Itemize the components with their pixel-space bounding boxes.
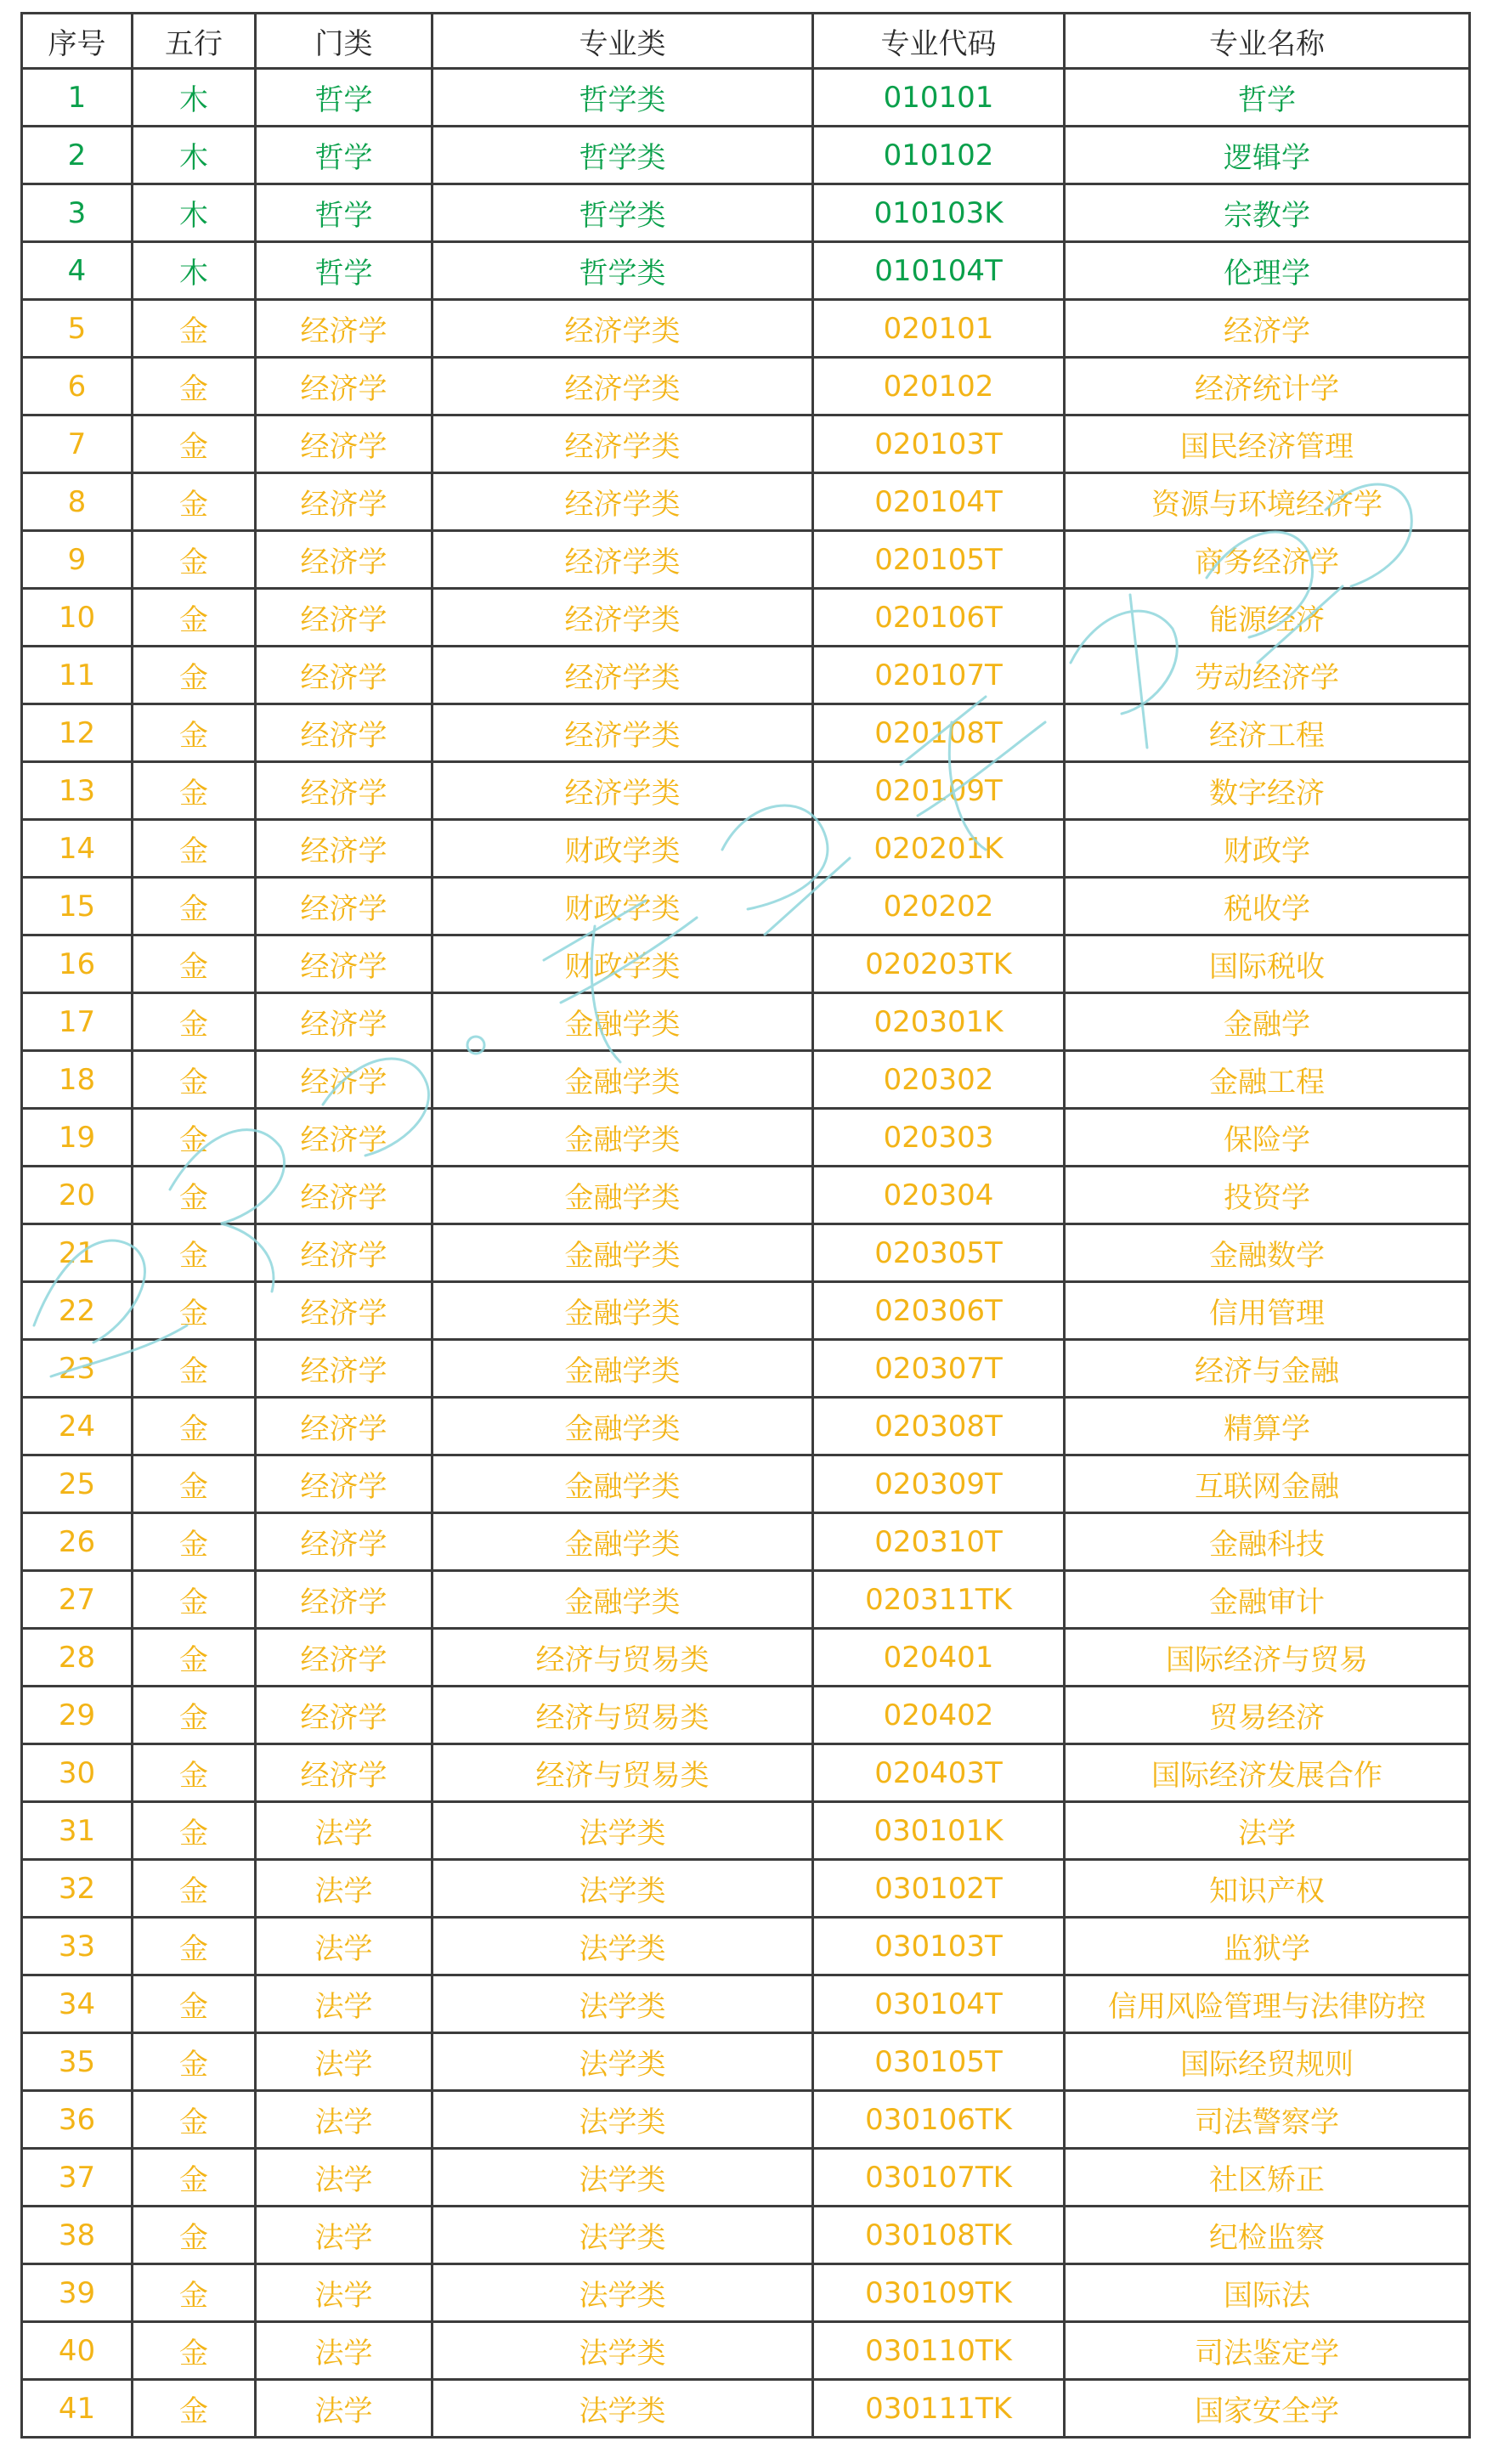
- cell-subcategory: 经济学类: [433, 704, 813, 762]
- cell-category: 法学: [256, 2322, 433, 2380]
- cell-subcategory: 金融学类: [433, 1340, 813, 1398]
- cell-no: 15: [22, 878, 133, 935]
- cell-element: 金: [133, 2380, 256, 2438]
- cell-element: 金: [133, 1340, 256, 1398]
- table-row: [22, 1513, 1470, 1571]
- table-row: [22, 531, 1470, 589]
- cell-subcategory: 哲学类: [433, 127, 813, 184]
- cell-code: 020202: [813, 878, 1065, 935]
- cell-name: 保险学: [1065, 1109, 1470, 1167]
- cell-code: 020307T: [813, 1340, 1065, 1398]
- cell-name: 伦理学: [1065, 242, 1470, 300]
- table-row: [22, 358, 1470, 415]
- cell-name: 金融审计: [1065, 1571, 1470, 1629]
- cell-category: 经济学: [256, 1744, 433, 1802]
- cell-category: 哲学: [256, 127, 433, 184]
- cell-element: 金: [133, 935, 256, 993]
- cell-code: 020106T: [813, 589, 1065, 647]
- cell-category: 法学: [256, 2149, 433, 2207]
- table-row: [22, 2033, 1470, 2091]
- cell-element: 金: [133, 1802, 256, 1860]
- cell-name: 精算学: [1065, 1398, 1470, 1455]
- cell-name: 金融工程: [1065, 1051, 1470, 1109]
- cell-category: 经济学: [256, 531, 433, 589]
- cell-subcategory: 财政学类: [433, 878, 813, 935]
- cell-subcategory: 法学类: [433, 1918, 813, 1975]
- cell-name: 国际经济与贸易: [1065, 1629, 1470, 1687]
- cell-category: 哲学: [256, 242, 433, 300]
- cell-element: 金: [133, 2322, 256, 2380]
- cell-category: 法学: [256, 1860, 433, 1918]
- cell-category: 经济学: [256, 935, 433, 993]
- table-row: [22, 1224, 1470, 1282]
- cell-subcategory: 经济学类: [433, 415, 813, 473]
- cell-name: 经济工程: [1065, 704, 1470, 762]
- table-row: [22, 589, 1470, 647]
- cell-category: 法学: [256, 2033, 433, 2091]
- cell-code: 020302: [813, 1051, 1065, 1109]
- cell-no: 4: [22, 242, 133, 300]
- cell-element: 金: [133, 358, 256, 415]
- cell-name: 能源经济: [1065, 589, 1470, 647]
- cell-code: 020108T: [813, 704, 1065, 762]
- cell-subcategory: 经济学类: [433, 647, 813, 704]
- cell-subcategory: 金融学类: [433, 1571, 813, 1629]
- cell-subcategory: 法学类: [433, 2149, 813, 2207]
- table-row: [22, 184, 1470, 242]
- header-row: [22, 14, 1470, 69]
- cell-category: 法学: [256, 2380, 433, 2438]
- cell-name: 金融学: [1065, 993, 1470, 1051]
- cell-code: 020203TK: [813, 935, 1065, 993]
- cell-code: 020303: [813, 1109, 1065, 1167]
- cell-name: 司法鉴定学: [1065, 2322, 1470, 2380]
- cell-subcategory: 哲学类: [433, 69, 813, 127]
- cell-no: 22: [22, 1282, 133, 1340]
- header-category: 门类: [256, 14, 433, 69]
- cell-element: 金: [133, 1918, 256, 1975]
- cell-category: 哲学: [256, 184, 433, 242]
- table-row: [22, 2380, 1470, 2438]
- table-row: [22, 127, 1470, 184]
- cell-category: 经济学: [256, 1340, 433, 1398]
- table-row: [22, 1340, 1470, 1398]
- cell-no: 20: [22, 1167, 133, 1224]
- cell-no: 34: [22, 1975, 133, 2033]
- cell-category: 经济学: [256, 1398, 433, 1455]
- table-row: [22, 1802, 1470, 1860]
- cell-no: 32: [22, 1860, 133, 1918]
- cell-name: 纪检监察: [1065, 2207, 1470, 2264]
- cell-element: 金: [133, 1744, 256, 1802]
- cell-name: 宗教学: [1065, 184, 1470, 242]
- cell-code: 020104T: [813, 473, 1065, 531]
- cell-element: 金: [133, 2149, 256, 2207]
- cell-subcategory: 金融学类: [433, 1398, 813, 1455]
- table-row: [22, 935, 1470, 993]
- cell-code: 020305T: [813, 1224, 1065, 1282]
- cell-subcategory: 法学类: [433, 1860, 813, 1918]
- cell-element: 木: [133, 184, 256, 242]
- cell-code: 010102: [813, 127, 1065, 184]
- cell-element: 金: [133, 993, 256, 1051]
- cell-category: 经济学: [256, 1687, 433, 1744]
- table-row: [22, 1918, 1470, 1975]
- cell-no: 41: [22, 2380, 133, 2438]
- cell-no: 25: [22, 1455, 133, 1513]
- majors-table-container: [20, 12, 1468, 2439]
- cell-element: 金: [133, 2207, 256, 2264]
- cell-element: 金: [133, 1687, 256, 1744]
- cell-code: 010103K: [813, 184, 1065, 242]
- cell-no: 12: [22, 704, 133, 762]
- table-row: [22, 415, 1470, 473]
- header-code: 专业代码: [813, 14, 1065, 69]
- table-row: [22, 1687, 1470, 1744]
- cell-subcategory: 金融学类: [433, 1051, 813, 1109]
- table-row: [22, 2264, 1470, 2322]
- cell-code: 020308T: [813, 1398, 1065, 1455]
- cell-no: 18: [22, 1051, 133, 1109]
- cell-code: 020103T: [813, 415, 1065, 473]
- cell-code: 020403T: [813, 1744, 1065, 1802]
- cell-subcategory: 经济与贸易类: [433, 1687, 813, 1744]
- cell-no: 23: [22, 1340, 133, 1398]
- cell-name: 逻辑学: [1065, 127, 1470, 184]
- cell-category: 法学: [256, 1802, 433, 1860]
- cell-no: 26: [22, 1513, 133, 1571]
- cell-code: 030105T: [813, 2033, 1065, 2091]
- table-row: [22, 2207, 1470, 2264]
- cell-no: 39: [22, 2264, 133, 2322]
- table-row: [22, 878, 1470, 935]
- cell-code: 020401: [813, 1629, 1065, 1687]
- cell-category: 法学: [256, 2207, 433, 2264]
- cell-no: 37: [22, 2149, 133, 2207]
- cell-code: 030103T: [813, 1918, 1065, 1975]
- table-row: [22, 1571, 1470, 1629]
- cell-category: 经济学: [256, 1167, 433, 1224]
- cell-code: 030109TK: [813, 2264, 1065, 2322]
- cell-subcategory: 法学类: [433, 1975, 813, 2033]
- cell-element: 金: [133, 704, 256, 762]
- header-element: 五行: [133, 14, 256, 69]
- cell-name: 商务经济学: [1065, 531, 1470, 589]
- cell-code: 020105T: [813, 531, 1065, 589]
- cell-subcategory: 哲学类: [433, 242, 813, 300]
- cell-subcategory: 金融学类: [433, 1282, 813, 1340]
- cell-code: 030108TK: [813, 2207, 1065, 2264]
- cell-element: 金: [133, 1975, 256, 2033]
- cell-no: 16: [22, 935, 133, 993]
- cell-name: 经济学: [1065, 300, 1470, 358]
- cell-element: 金: [133, 1051, 256, 1109]
- cell-category: 经济学: [256, 820, 433, 878]
- cell-category: 经济学: [256, 993, 433, 1051]
- cell-subcategory: 法学类: [433, 2264, 813, 2322]
- cell-name: 经济统计学: [1065, 358, 1470, 415]
- cell-subcategory: 经济学类: [433, 473, 813, 531]
- cell-element: 金: [133, 1224, 256, 1282]
- cell-category: 经济学: [256, 1109, 433, 1167]
- cell-category: 经济学: [256, 300, 433, 358]
- cell-no: 10: [22, 589, 133, 647]
- cell-subcategory: 金融学类: [433, 1224, 813, 1282]
- cell-name: 信用风险管理与法律防控: [1065, 1975, 1470, 2033]
- cell-element: 金: [133, 589, 256, 647]
- cell-element: 木: [133, 127, 256, 184]
- cell-element: 金: [133, 1860, 256, 1918]
- cell-subcategory: 金融学类: [433, 1167, 813, 1224]
- cell-name: 劳动经济学: [1065, 647, 1470, 704]
- cell-no: 35: [22, 2033, 133, 2091]
- cell-category: 经济学: [256, 1051, 433, 1109]
- cell-no: 24: [22, 1398, 133, 1455]
- table-row: [22, 473, 1470, 531]
- cell-code: 010101: [813, 69, 1065, 127]
- cell-code: 030101K: [813, 1802, 1065, 1860]
- cell-name: 国际经贸规则: [1065, 2033, 1470, 2091]
- cell-category: 经济学: [256, 647, 433, 704]
- cell-code: 030107TK: [813, 2149, 1065, 2207]
- cell-element: 金: [133, 1167, 256, 1224]
- table-row: [22, 1167, 1470, 1224]
- cell-no: 5: [22, 300, 133, 358]
- cell-code: 020109T: [813, 762, 1065, 820]
- cell-no: 1: [22, 69, 133, 127]
- cell-no: 33: [22, 1918, 133, 1975]
- cell-category: 法学: [256, 2091, 433, 2149]
- table-body: [22, 69, 1470, 2438]
- cell-element: 金: [133, 762, 256, 820]
- cell-no: 2: [22, 127, 133, 184]
- cell-category: 经济学: [256, 1224, 433, 1282]
- table-row: [22, 762, 1470, 820]
- cell-code: 020107T: [813, 647, 1065, 704]
- cell-category: 经济学: [256, 473, 433, 531]
- cell-no: 40: [22, 2322, 133, 2380]
- cell-element: 金: [133, 1282, 256, 1340]
- cell-code: 030111TK: [813, 2380, 1065, 2438]
- cell-name: 国际税收: [1065, 935, 1470, 993]
- majors-table: [20, 12, 1471, 2439]
- table-row: [22, 704, 1470, 762]
- cell-code: 030106TK: [813, 2091, 1065, 2149]
- cell-element: 金: [133, 1571, 256, 1629]
- cell-name: 财政学: [1065, 820, 1470, 878]
- cell-subcategory: 法学类: [433, 2380, 813, 2438]
- cell-code: 030110TK: [813, 2322, 1065, 2380]
- cell-name: 金融数学: [1065, 1224, 1470, 1282]
- cell-element: 金: [133, 2091, 256, 2149]
- cell-subcategory: 法学类: [433, 2207, 813, 2264]
- cell-subcategory: 法学类: [433, 2322, 813, 2380]
- cell-no: 19: [22, 1109, 133, 1167]
- cell-subcategory: 金融学类: [433, 1455, 813, 1513]
- cell-code: 020201K: [813, 820, 1065, 878]
- cell-subcategory: 经济学类: [433, 300, 813, 358]
- cell-no: 17: [22, 993, 133, 1051]
- table-row: [22, 1282, 1470, 1340]
- cell-name: 金融科技: [1065, 1513, 1470, 1571]
- cell-subcategory: 法学类: [433, 1802, 813, 1860]
- table-row: [22, 820, 1470, 878]
- cell-no: 11: [22, 647, 133, 704]
- cell-subcategory: 金融学类: [433, 1109, 813, 1167]
- cell-category: 经济学: [256, 1513, 433, 1571]
- header-no: 序号: [22, 14, 133, 69]
- cell-element: 金: [133, 1455, 256, 1513]
- cell-element: 金: [133, 820, 256, 878]
- cell-no: 28: [22, 1629, 133, 1687]
- cell-category: 法学: [256, 1975, 433, 2033]
- cell-no: 7: [22, 415, 133, 473]
- cell-name: 社区矫正: [1065, 2149, 1470, 2207]
- cell-category: 法学: [256, 1918, 433, 1975]
- cell-no: 21: [22, 1224, 133, 1282]
- table-row: [22, 1975, 1470, 2033]
- cell-no: 38: [22, 2207, 133, 2264]
- cell-subcategory: 法学类: [433, 2091, 813, 2149]
- table-row: [22, 1744, 1470, 1802]
- cell-code: 020306T: [813, 1282, 1065, 1340]
- cell-no: 31: [22, 1802, 133, 1860]
- cell-name: 信用管理: [1065, 1282, 1470, 1340]
- table-row: [22, 242, 1470, 300]
- cell-element: 金: [133, 1398, 256, 1455]
- table-row: [22, 1398, 1470, 1455]
- header-subcategory: 专业类: [433, 14, 813, 69]
- cell-name: 税收学: [1065, 878, 1470, 935]
- table-row: [22, 1455, 1470, 1513]
- table-row: [22, 2091, 1470, 2149]
- cell-subcategory: 财政学类: [433, 820, 813, 878]
- cell-name: 互联网金融: [1065, 1455, 1470, 1513]
- cell-name: 国际经济发展合作: [1065, 1744, 1470, 1802]
- cell-code: 020310T: [813, 1513, 1065, 1571]
- cell-code: 020102: [813, 358, 1065, 415]
- cell-subcategory: 哲学类: [433, 184, 813, 242]
- cell-subcategory: 经济与贸易类: [433, 1629, 813, 1687]
- cell-no: 30: [22, 1744, 133, 1802]
- cell-element: 金: [133, 1109, 256, 1167]
- cell-subcategory: 财政学类: [433, 935, 813, 993]
- cell-code: 020304: [813, 1167, 1065, 1224]
- cell-code: 020301K: [813, 993, 1065, 1051]
- cell-name: 国民经济管理: [1065, 415, 1470, 473]
- cell-category: 法学: [256, 2264, 433, 2322]
- cell-name: 国家安全学: [1065, 2380, 1470, 2438]
- cell-no: 3: [22, 184, 133, 242]
- cell-category: 经济学: [256, 1282, 433, 1340]
- cell-name: 投资学: [1065, 1167, 1470, 1224]
- cell-category: 经济学: [256, 358, 433, 415]
- cell-element: 金: [133, 878, 256, 935]
- cell-code: 030104T: [813, 1975, 1065, 2033]
- cell-name: 监狱学: [1065, 1918, 1470, 1975]
- cell-element: 金: [133, 1513, 256, 1571]
- cell-name: 数字经济: [1065, 762, 1470, 820]
- cell-no: 6: [22, 358, 133, 415]
- table-row: [22, 1860, 1470, 1918]
- cell-element: 木: [133, 242, 256, 300]
- cell-name: 国际法: [1065, 2264, 1470, 2322]
- cell-name: 知识产权: [1065, 1860, 1470, 1918]
- cell-element: 金: [133, 647, 256, 704]
- cell-category: 经济学: [256, 1455, 433, 1513]
- cell-no: 29: [22, 1687, 133, 1744]
- cell-category: 经济学: [256, 589, 433, 647]
- cell-code: 020311TK: [813, 1571, 1065, 1629]
- cell-code: 020101: [813, 300, 1065, 358]
- cell-element: 金: [133, 1629, 256, 1687]
- table-row: [22, 647, 1470, 704]
- cell-subcategory: 法学类: [433, 2033, 813, 2091]
- cell-code: 020402: [813, 1687, 1065, 1744]
- table-row: [22, 69, 1470, 127]
- cell-category: 经济学: [256, 704, 433, 762]
- cell-no: 27: [22, 1571, 133, 1629]
- cell-code: 010104T: [813, 242, 1065, 300]
- cell-element: 金: [133, 415, 256, 473]
- table-row: [22, 1109, 1470, 1167]
- cell-code: 030102T: [813, 1860, 1065, 1918]
- table-row: [22, 300, 1470, 358]
- table-row: [22, 1629, 1470, 1687]
- table-row: [22, 2149, 1470, 2207]
- cell-subcategory: 经济学类: [433, 589, 813, 647]
- cell-element: 木: [133, 69, 256, 127]
- cell-subcategory: 经济学类: [433, 762, 813, 820]
- cell-name: 经济与金融: [1065, 1340, 1470, 1398]
- cell-category: 哲学: [256, 69, 433, 127]
- cell-element: 金: [133, 2033, 256, 2091]
- cell-no: 14: [22, 820, 133, 878]
- cell-category: 经济学: [256, 762, 433, 820]
- cell-element: 金: [133, 531, 256, 589]
- cell-element: 金: [133, 2264, 256, 2322]
- cell-subcategory: 经济学类: [433, 358, 813, 415]
- cell-no: 8: [22, 473, 133, 531]
- header-name: 专业名称: [1065, 14, 1470, 69]
- cell-name: 哲学: [1065, 69, 1470, 127]
- cell-no: 36: [22, 2091, 133, 2149]
- cell-category: 经济学: [256, 1571, 433, 1629]
- cell-name: 司法警察学: [1065, 2091, 1470, 2149]
- cell-category: 经济学: [256, 878, 433, 935]
- cell-subcategory: 金融学类: [433, 1513, 813, 1571]
- table-row: [22, 2322, 1470, 2380]
- cell-name: 法学: [1065, 1802, 1470, 1860]
- cell-subcategory: 经济与贸易类: [433, 1744, 813, 1802]
- cell-category: 经济学: [256, 415, 433, 473]
- table-row: [22, 1051, 1470, 1109]
- cell-name: 贸易经济: [1065, 1687, 1470, 1744]
- cell-code: 020309T: [813, 1455, 1065, 1513]
- cell-no: 9: [22, 531, 133, 589]
- cell-element: 金: [133, 473, 256, 531]
- cell-element: 金: [133, 300, 256, 358]
- table-row: [22, 993, 1470, 1051]
- cell-subcategory: 经济学类: [433, 531, 813, 589]
- cell-no: 13: [22, 762, 133, 820]
- cell-category: 经济学: [256, 1629, 433, 1687]
- cell-name: 资源与环境经济学: [1065, 473, 1470, 531]
- cell-subcategory: 金融学类: [433, 993, 813, 1051]
